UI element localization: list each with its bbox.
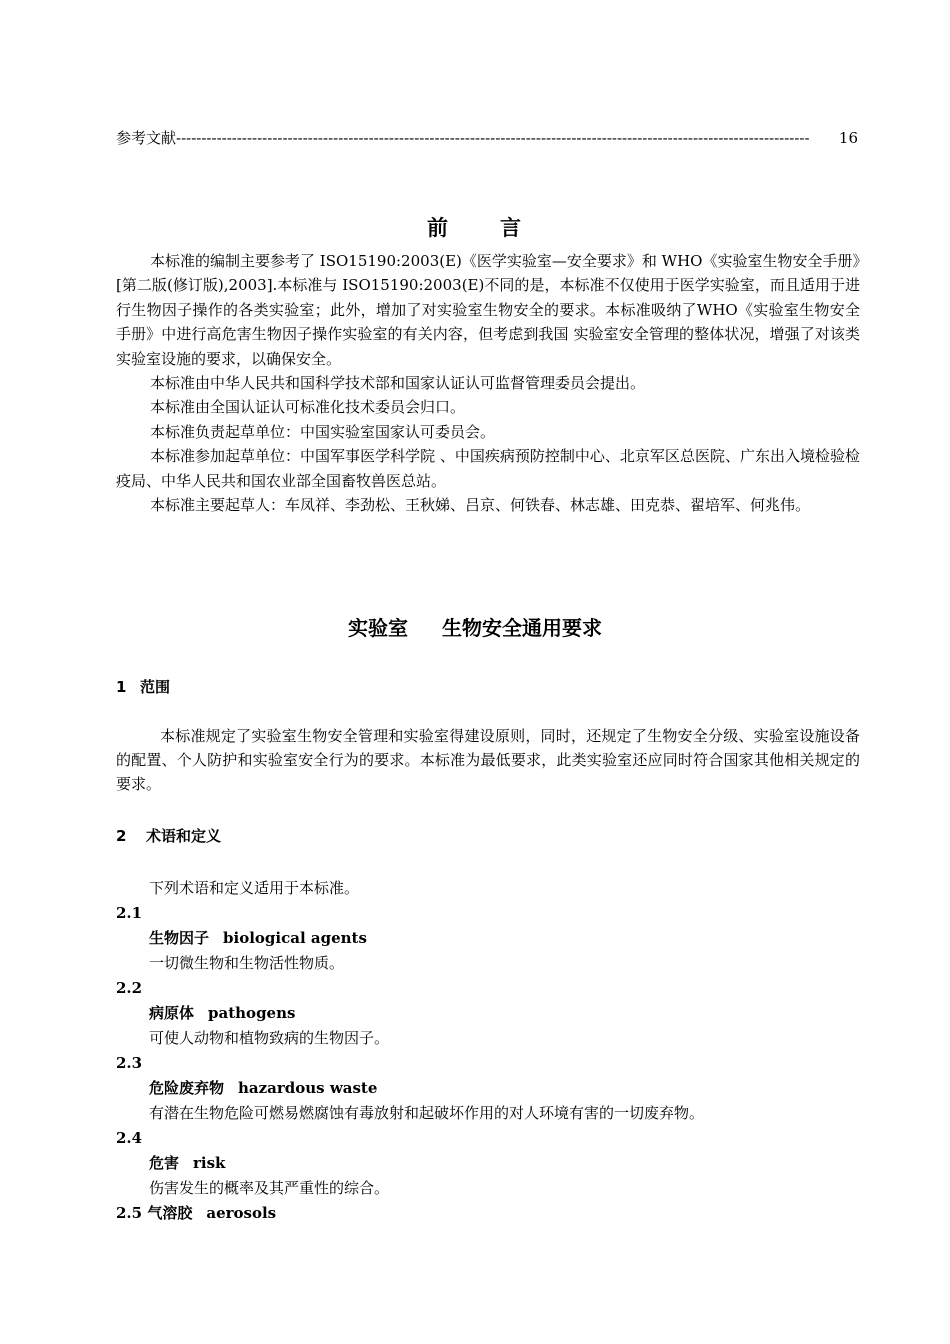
term-name: 危害 risk	[149, 1154, 226, 1172]
terms-list	[116, 876, 860, 1226]
term-definition: 可使人动物和植物致病的生物因子。	[149, 1029, 390, 1047]
term-number: 2.4	[116, 1129, 143, 1147]
term-definition: 有潜在生物危险可燃易燃腐蚀有毒放射和起破坏作用的对人环境有害的一切废弃物。	[149, 1104, 705, 1122]
foreword-paragraph: 本标准由全国认证认可标准化技术委员会归口。	[150, 398, 466, 417]
section-heading-scope: 1 范围	[116, 678, 171, 696]
scope-paragraph: 本标准规定了实验室生物安全管理和实验室得建设原则，同时，还规定了生物安全分级、实验室设施设备的配置、个人防护和实验室安全行为的要求。本标准为最低要求，此类实验室还应同时符合国家其他相关规定的要求。	[116, 727, 860, 793]
foreword-paragraph: 本标准主要起草人：车凤祥、李劲松、王秋娣、吕京、何铁春、林志雄、田克恭、翟培军、何兆伟。	[150, 496, 811, 515]
section-heading-terms: 2 术语和定义	[116, 827, 222, 845]
scope-body	[116, 724, 860, 796]
foreword-paragraph: 本标准负责起草单位：中国实验室国家认可委员会。	[150, 422, 496, 441]
term-name: 危险废弃物 hazardous waste	[149, 1079, 378, 1097]
term-definition: 一切微生物和生物活性物质。	[149, 954, 345, 972]
term-definition: 伤害发生的概率及其严重性的综合。	[149, 1179, 390, 1197]
document-title: 实验室 生物安全通用要求	[348, 616, 602, 640]
terms-intro: 下列术语和定义适用于本标准。	[149, 879, 360, 897]
foreword-paragraph: 本标准由中华人民共和国科学技术部和国家认证认可监督管理委员会提出。	[150, 374, 646, 393]
term-heading-inline: 2.5 气溶胶 aerosols	[116, 1204, 277, 1222]
toc-page-number: 16	[838, 129, 858, 147]
term-number: 2.3	[116, 1054, 143, 1072]
term-number: 2.1	[116, 904, 143, 922]
term-name: 病原体 pathogens	[149, 1004, 296, 1022]
toc-leader: -----------------------------------------------------------------------------------------------------------------------------	[176, 129, 810, 147]
toc-label: 参考文献	[116, 129, 177, 147]
term-number: 2.2	[116, 979, 143, 997]
foreword-paragraph: 本标准参加起草单位：中国军事医学科学院 、中国疾病预防控制中心、北京军区总医院、广东出入境检验检疫局、中华人民共和国农业部全国畜牧兽医总站。	[116, 447, 860, 490]
toc-entry[interactable]	[116, 128, 858, 148]
foreword-body	[116, 249, 860, 517]
term-name: 生物因子 biological agents	[149, 929, 367, 947]
foreword-title: 前 言	[427, 216, 523, 240]
foreword-paragraph: 本标准的编制主要参考了 ISO15190:2003(E)《医学实验室—安全要求》和 WHO《实验室生物安全手册》[第二版(修订版),2003].本标准与 ISO15190:2003(E)不同的是，本标准不仅使用于医学实验室，而且适用于进行生物因子操作的各类实验室；此外，增加了对实验室生物安全的要求。本标准吸纳了WHO《实验室生物安全手册》中进行高危害生物因子操作实验室的有关内容，但考虑到我国 实验室安全管理的整体状况，增强了对该类实验室设施的要求，以确保安全。	[116, 252, 860, 368]
